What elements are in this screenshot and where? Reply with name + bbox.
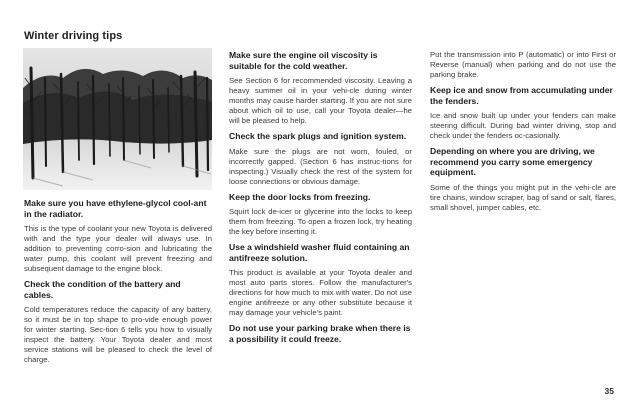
coolant-body: This is the type of coolant your new Toyota is delivered with and the type your dealer will always use. In addition to preventing corro-sion and lubricating the water pump, this coolant will prevent freezing and subsequent damage to the engine block. <box>24 224 212 273</box>
coolant-heading: Make sure you have ethylene-glycol cool-ant in the radiator. <box>24 198 207 219</box>
oil-heading: Make sure the engine oil viscosity is suitable for the cold weather. <box>229 50 378 71</box>
battery-heading: Check the condition of the battery and cables. <box>24 279 181 300</box>
emergency-body: Some of the things you might put in the vehi-cle are tire chains, window scraper, bag of sand or salt, flares, small shovel, jumper cables, etc. <box>430 182 616 212</box>
page-number: 35 <box>604 386 614 396</box>
spark-plugs-heading: Check the spark plugs and ignition system. <box>229 131 407 141</box>
column-left <box>24 198 212 370</box>
washer-fluid-heading: Use a windshield washer fluid containing an antifreeze solution. <box>229 242 410 263</box>
emergency-heading: Depending on where you are driving, we recommend you carry some emergency equipment. <box>430 146 595 177</box>
parking-brake-body: Put the transmission into P (automatic) or into First or Reverse (manual) when parking and do not use the parking brake. <box>430 50 616 79</box>
washer-fluid-body: This product is available at your Toyota dealer and most auto parts stores. Follow the manufacturer's directions for how much to mix with water. Do not use engine antifreeze or any other substitute because it may damage your vehicle's paint. <box>229 268 412 317</box>
forest-illustration <box>23 48 212 190</box>
door-locks-body: Squirt lock de-icer or glycerine into the locks to keep them from freezing. To open a frozen lock, try heating the key before inserting it. <box>229 207 412 236</box>
column-middle <box>229 50 412 349</box>
battery-body: Cold temperatures reduce the capacity of any battery, so it must be in top shape to pro-vide enough power for winter starting. Sec-tion 6 tells you how to visually inspect the battery. Your Toyota dealer and most service stations will be pleased to check the level of charge. <box>24 305 212 364</box>
door-locks-heading: Keep the door locks from freezing. <box>229 191 371 202</box>
parking-brake-heading: Do not use your parking brake when there is a possibility it could freeze. <box>229 323 411 344</box>
column-right <box>430 50 616 218</box>
oil-body: See Section 6 for recommended viscosity. Leaving a heavy summer oil in your vehi-cle during winter months may cause harder starting. If you are not sure about which oil to use, call your Toyota dealer—he will be pleased to help. <box>229 76 412 125</box>
fenders-body: Ice and snow built up under your fenders can make steering difficult. During bad winter driving, stop and check under the fenders oc-casionally. <box>430 111 616 140</box>
fenders-heading: Keep ice and snow from accumulating under the fenders. <box>430 85 613 106</box>
page-title: Winter driving tips <box>24 30 123 42</box>
spark-plugs-body: Make sure the plugs are not worn, fouled, or incorrectly gapped. (Section 6 has instruc-tions for inspecting.) Visually check the rest of the system for loose connections or obvious damage. <box>229 146 412 186</box>
snowy-forest-photo <box>23 48 212 190</box>
